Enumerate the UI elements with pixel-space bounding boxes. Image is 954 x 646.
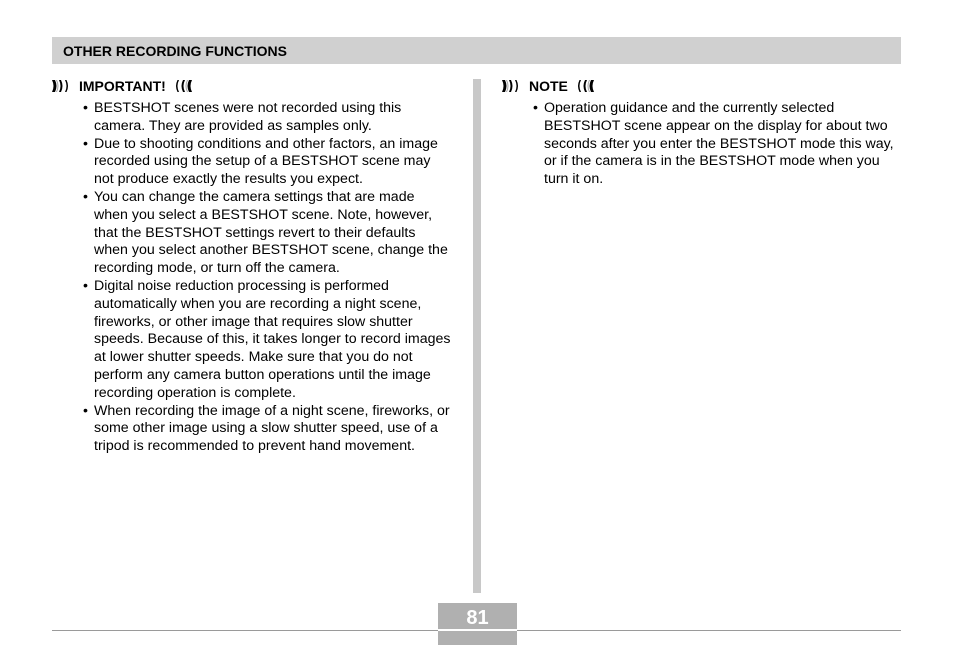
triple-right-chevron-icon xyxy=(502,80,524,92)
note-label: NOTE xyxy=(529,78,568,94)
bullet-marker: • xyxy=(533,100,538,116)
list-item xyxy=(502,100,902,189)
important-label: IMPORTANT! xyxy=(79,78,166,94)
bullet-marker: • xyxy=(83,277,88,294)
section-title: OTHER RECORDING FUNCTIONS xyxy=(63,43,287,59)
page-number-band xyxy=(438,629,517,631)
triple-left-chevron-icon xyxy=(572,80,594,92)
list-item xyxy=(52,100,452,136)
bullet-marker: • xyxy=(83,188,88,205)
page-number: 81 xyxy=(466,607,489,629)
bullet-marker: • xyxy=(83,100,88,116)
triple-left-chevron-icon xyxy=(170,80,192,92)
important-column xyxy=(52,78,452,456)
page-number-box xyxy=(438,603,517,645)
list-item xyxy=(52,136,452,189)
triple-right-chevron-icon xyxy=(52,80,74,92)
bullet-marker: • xyxy=(83,402,88,419)
list-item xyxy=(52,189,452,278)
important-list xyxy=(52,100,452,456)
note-heading xyxy=(502,78,902,94)
list-item-text: When recording the image of a night scene, fireworks, or some other image using a slow shutter speed, use of a tripod is recommended to prevent hand movement. xyxy=(94,402,450,455)
list-item-text: Digital noise reduction processing is performed automatically when you are recording a night scene, fireworks, or other image that requires slow shutter speeds. Because of this, it takes longer to record images at lower shutter speeds. Make sure that you do not perform any camera button operations until the image recording operation is complete. xyxy=(94,277,451,401)
note-list xyxy=(502,100,902,189)
column-divider xyxy=(473,79,481,593)
section-header-bar xyxy=(52,37,901,64)
list-item-text: Operation guidance and the currently selected BESTSHOT scene appear on the display for about two seconds after you enter the BESTSHOT mode this way, or if the camera is in the BESTSHOT mode when you turn it on. xyxy=(544,100,894,188)
note-column xyxy=(502,78,902,189)
bullet-marker: • xyxy=(83,135,88,152)
list-item-text: BESTSHOT scenes were not recorded using this camera. They are provided as samples only. xyxy=(94,100,402,134)
list-item-text: You can change the camera settings that are made when you select a BESTSHOT scene. Note, however, that the BESTSHOT settings revert to their defaults when you select another BESTSHOT scene, change the recording mode, or turn off the camera. xyxy=(94,188,448,277)
list-item xyxy=(52,278,452,403)
important-heading xyxy=(52,78,452,94)
list-item xyxy=(52,403,452,456)
list-item-text: Due to shooting conditions and other factors, an image recorded using the setup of a BESTSHOT scene may not produce exactly the results you expect. xyxy=(94,135,438,188)
